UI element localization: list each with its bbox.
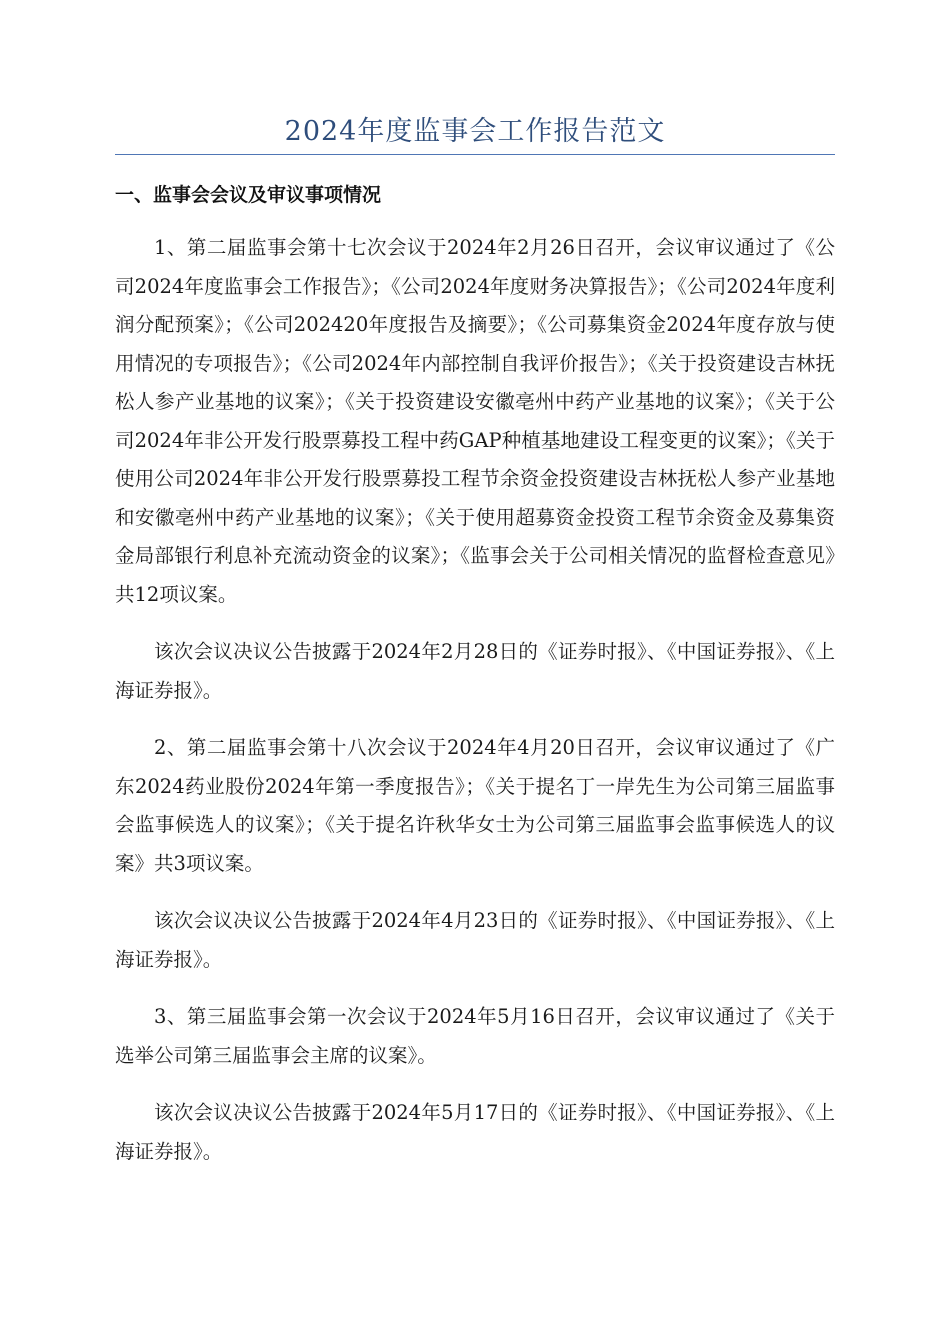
paragraph-disclosure-2: 该次会议决议公告披露于2024年4月23日的《证券时报》、《中国证券报》、《上海证券报》。 <box>115 909 835 971</box>
section-heading: 一、监事会会议及审议事项情况 <box>115 184 382 206</box>
document-body <box>115 229 835 1190</box>
paragraph-meeting-1: 1、第二届监事会第十七次会议于2024年2月26日召开，会议审议通过了《公司2024年度监事会工作报告》；《公司2024年度财务决算报告》；《公司2024年度利润分配预案》；《公司202420年度报告及摘要》；《公司募集资金2024年度存放与使用情况的专项报告》；《公司2024年内部控制自我评价报告》；《关于投资建设吉林抚松人参产业基地的议案》；《关于投资建设安徽亳州中药产业基地的议案》；《关于公司2024年非公开发行股票募投工程中药GAP种植基地建设工程变更的议案》；《关于使用公司2024年非公开发行股票募投工程节余资金投资建设吉林抚松人参产业基地和安徽亳州中药产业基地的议案》；《关于使用超募资金投资工程节余资金及募集资金局部银行利息补充流动资金的议案》；《监事会关于公司相关情况的监督检查意见》共12项议案。 <box>115 236 835 606</box>
paragraph-disclosure-3: 该次会议决议公告披露于2024年5月17日的《证券时报》、《中国证券报》、《上海证券报》。 <box>115 1101 835 1163</box>
paragraph-meeting-3: 3、第三届监事会第一次会议于2024年5月16日召开，会议审议通过了《关于选举公司第三届监事会主席的议案》。 <box>115 1005 835 1067</box>
paragraph-meeting-2: 2、第二届监事会第十八次会议于2024年4月20日召开，会议审议通过了《广东2024药业股份2024年第一季度报告》；《关于提名丁一岸先生为公司第三届监事会监事候选人的议案》；《关于提名许秋华女士为公司第三届监事会监事候选人的议案》共3项议案。 <box>115 736 835 875</box>
document-title: 2024年度监事会工作报告范文 <box>284 116 666 147</box>
paragraph-disclosure-1: 该次会议决议公告披露于2024年2月28日的《证券时报》、《中国证券报》、《上海证券报》。 <box>115 640 835 702</box>
title-underline-divider <box>115 154 835 155</box>
